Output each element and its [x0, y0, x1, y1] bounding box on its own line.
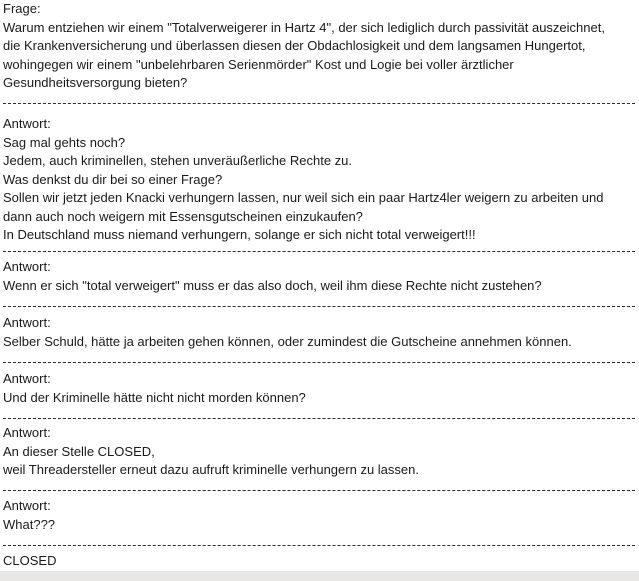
answer-heading: Antwort:	[3, 498, 51, 513]
question-text-line: Warum entziehen wir einem "Totalverweigerer in Hartz 4", der sich lediglich durch passivität auszeichnet,	[3, 19, 605, 35]
answer-text-line: Wenn er sich "total verweigert" muss er das also doch, weil ihm diese Rechte nicht zustehen?	[3, 277, 542, 293]
answer-text-line: An dieser Stelle CLOSED,	[3, 443, 155, 459]
answer-block-5	[3, 424, 635, 480]
closed-block	[3, 552, 635, 571]
answer-text-line: Selber Schuld, hätte ja arbeiten gehen können, oder zumindest die Gutscheine annehmen können.	[3, 333, 572, 349]
answer-heading: Antwort:	[3, 315, 51, 330]
answer-heading: Antwort:	[3, 371, 51, 386]
dashed-separator	[3, 306, 635, 307]
question-block	[3, 0, 635, 93]
answer-text-line: Und der Kriminelle hätte nicht nicht morden können?	[3, 389, 306, 405]
dashed-separator	[3, 490, 635, 491]
footer-band	[0, 571, 639, 581]
answer-text-line: Jedem, auch kriminellen, stehen unveräußerliche Rechte zu.	[3, 153, 353, 168]
answer-block-4	[3, 370, 635, 407]
answer-text-line: weil Threadersteller erneut dazu aufruft kriminelle verhungern zu lassen.	[3, 462, 419, 477]
answer-text-line: Sollen wir jetzt jeden Knacki verhungern lassen, nur weil sich ein paar Hartz4ler weigern zu arbeiten und	[3, 190, 604, 205]
answer-text-line: Was denkst du dir bei so einer Frage?	[3, 171, 223, 187]
answer-heading: Antwort:	[3, 116, 51, 131]
question-text-line: wohingegen wir einem "unbelehrbaren Serienmörder" Kost und Logie bei voller ärztlicher	[3, 56, 514, 72]
answer-text-line: In Deutschland muss niemand verhungern, solange er sich nicht total verweigert!!!	[3, 227, 476, 242]
answer-block-6	[3, 497, 635, 534]
dashed-separator	[3, 251, 635, 252]
dashed-separator	[3, 362, 635, 363]
dashed-separator	[3, 545, 635, 546]
dashed-separator	[3, 418, 635, 419]
dashed-separator	[3, 103, 635, 104]
answer-text-line: dann auch noch weigern mit Essensgutscheinen einzukaufen?	[3, 208, 363, 224]
closed-label: CLOSED	[3, 553, 57, 568]
answer-heading: Antwort:	[3, 259, 51, 274]
question-text-line: Gesundheitsversorgung bieten?	[3, 75, 188, 90]
answer-block-1	[3, 115, 635, 245]
answer-heading: Antwort:	[3, 425, 51, 440]
question-heading: Frage:	[3, 1, 41, 16]
answer-text-line: Sag mal gehts noch?	[3, 134, 126, 150]
answer-text-line: What???	[3, 516, 56, 532]
question-text-line: die Krankenversicherung und überlassen diesen der Obdachlosigkeit und dem langsamen Hungertot,	[3, 38, 586, 53]
answer-block-2	[3, 258, 635, 295]
answer-block-3	[3, 314, 635, 351]
